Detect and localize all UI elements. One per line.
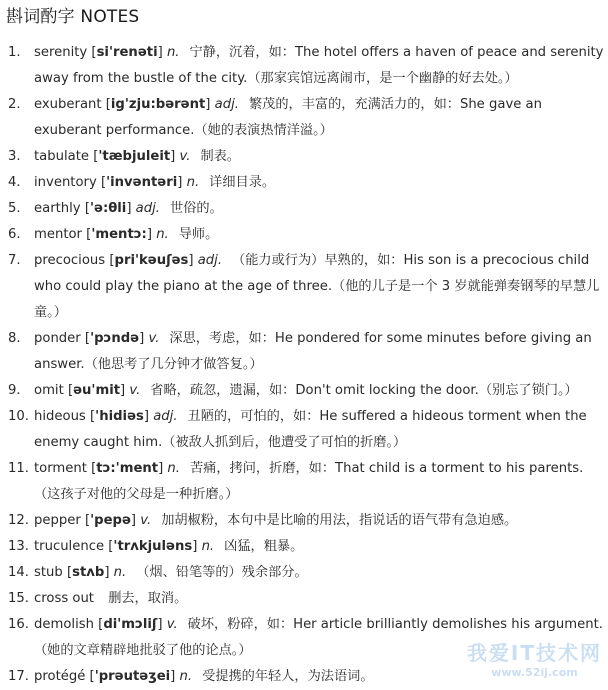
entry-body: protégé ['prəutəʒei] n. 受提携的年轻人，为法语词。	[34, 669, 374, 684]
entry-number: 6.	[8, 227, 21, 242]
entry-word: serenity	[34, 45, 88, 60]
entry-part-of-speech: n.	[186, 175, 200, 190]
vocab-entry	[8, 196, 604, 222]
entry-part-of-speech: n.	[156, 227, 169, 242]
entry-number: 10.	[8, 409, 29, 424]
entry-phonetic: ig'zju:bərənt	[110, 97, 206, 112]
entry-definition: 世俗的。	[169, 201, 223, 216]
entry-part-of-speech: n.	[166, 45, 180, 60]
entry-phonetic: di'mɔliʃ	[103, 617, 158, 632]
entry-phonetic: 'invəntəri	[106, 175, 178, 190]
entry-phonetic: tɔ:'ment	[96, 461, 159, 476]
entry-number: 2.	[8, 97, 21, 112]
entry-part-of-speech: adj.	[153, 409, 178, 424]
entry-part-of-speech: v.	[179, 149, 191, 164]
entry-body: truculence ['trʌkjuləns] n. 凶猛，粗暴。	[34, 539, 304, 554]
entry-phonetic: 'pepə	[90, 513, 131, 528]
entry-body: demolish [di'mɔliʃ] v. 破坏，粉碎，如：Her article brilliantly demolishes his argument.（她的文章精辟地批驳了他的论点。）	[34, 617, 603, 658]
entry-body: ponder ['pɔndə] v. 深思，考虑，如：He pondered for some minutes before giving an answer.（他思考了几分钟才做答复。）	[34, 331, 592, 372]
entry-number: 7.	[8, 253, 21, 268]
entry-definition: 深思，考虑，如：He pondered for some minutes before giving an answer.（他思考了几分钟才做答复。）	[34, 331, 592, 372]
entry-phonetic: 'tæbjuleit	[98, 149, 171, 164]
vocab-entry	[8, 92, 604, 144]
vocab-entry	[8, 378, 604, 404]
vocab-entry	[8, 326, 604, 378]
vocab-entry	[8, 534, 604, 560]
entry-word: earthly	[34, 201, 81, 216]
vocab-entry	[8, 456, 604, 508]
vocab-entry	[8, 222, 604, 248]
entry-body: mentor ['mentɔ:] n. 导师。	[34, 227, 219, 242]
watermark-logo	[467, 637, 602, 679]
entry-phonetic: 'mentɔ:	[91, 227, 147, 242]
entry-definition: 苦痛，拷问，折磨，如：That child is a torment to his parents.（这孩子对他的父母是一种折磨。）	[34, 461, 584, 502]
entry-part-of-speech: adj.	[197, 253, 223, 268]
entry-body: serenity [si'renəti] n. 宁静，沉着，如：The hotel offers a haven of peace and serenity away from the bustle of the city.（那家宾馆远离闹市，是一个幽静的好去处。）	[34, 45, 604, 86]
entry-body: inventory ['invəntəri] n. 详细目录。	[34, 175, 276, 190]
entry-definition: （烟、铅笔等的）残余部分。	[136, 565, 308, 580]
entry-word: pepper	[34, 513, 81, 528]
entry-part-of-speech: v.	[148, 331, 160, 346]
entry-word: mentor	[34, 227, 82, 242]
page-title: 斟词酌字 NOTES	[6, 7, 140, 27]
entry-part-of-speech: v.	[129, 383, 141, 398]
entry-definition: 破坏，粉碎，如：Her article brilliantly demolishes his argument.（她的文章精辟地批驳了他的论点。）	[34, 617, 603, 658]
entry-number: 17.	[8, 669, 29, 684]
entry-phonetic: si'renəti	[96, 45, 158, 60]
entry-word: precocious	[34, 253, 106, 268]
entry-number: 16.	[8, 617, 29, 632]
entry-definition: 繁茂的，丰富的，充满活力的，如：She gave an exuberant performance.（她的表演热情洋溢。）	[34, 97, 542, 138]
entry-phonetic: 'ə:θli	[89, 201, 127, 216]
vocab-entry	[8, 586, 604, 612]
entry-definition: 凶猛，粗暴。	[224, 539, 304, 554]
entry-number: 4.	[8, 175, 21, 190]
entry-word: demolish	[34, 617, 94, 632]
vocab-entry	[8, 560, 604, 586]
entry-word: omit	[34, 383, 64, 398]
entry-word: cross out	[34, 591, 94, 606]
entry-part-of-speech: v.	[166, 617, 178, 632]
entry-number: 15.	[8, 591, 29, 606]
vocab-entry	[8, 144, 604, 170]
entry-body: omit [əu'mit] v. 省略，疏忽，遗漏，如：Don't omit locking the door.（别忘了锁门。）	[34, 383, 578, 398]
entry-word: protégé	[34, 669, 86, 684]
entry-part-of-speech: adj.	[214, 97, 239, 112]
entry-body: earthly ['ə:θli] adj. 世俗的。	[34, 201, 223, 216]
entry-body: precocious [pri'kəuʃəs] adj. （能力或行为）早熟的，如：His son is a precocious child who could play the piano at the age of three.（他的儿子是一个 3 岁就能弹奏钢琴的早慧儿童。）	[34, 253, 600, 320]
entry-phonetic: stʌb	[72, 565, 105, 580]
entry-body: pepper ['pepə] v. 加胡椒粉，本句中是比喻的用法，指说话的语气带有急迫感。	[34, 513, 518, 528]
entry-definition: 受提携的年轻人，为法语词。	[202, 669, 374, 684]
entry-definition: 详细目录。	[209, 175, 276, 190]
vocabulary-list	[8, 40, 604, 690]
entry-body: torment [tɔ:'ment] n. 苦痛，拷问，折磨，如：That child is a torment to his parents.（这孩子对他的父母是一种折磨。）	[34, 461, 584, 502]
entry-number: 9.	[8, 383, 21, 398]
entry-part-of-speech: v.	[140, 513, 152, 528]
entry-definition: 省略，疏忽，遗漏，如：Don't omit locking the door.（别忘了锁门。）	[150, 383, 578, 398]
entry-number: 8.	[8, 331, 21, 346]
watermark-url: www.52ij.com	[491, 666, 578, 679]
entry-definition: 导师。	[178, 227, 219, 242]
vocab-entry	[8, 404, 604, 456]
entry-number: 14.	[8, 565, 29, 580]
entry-word: hideous	[34, 409, 86, 424]
vocab-entry	[8, 508, 604, 534]
entry-body	[34, 586, 604, 612]
entry-number: 13.	[8, 539, 29, 554]
entry-definition: 加胡椒粉，本句中是比喻的用法，指说话的语气带有急迫感。	[161, 513, 518, 528]
entry-phonetic: 'hidiəs	[95, 409, 144, 424]
entry-body: stub [stʌb] n. （烟、铅笔等的）残余部分。	[34, 565, 308, 580]
entry-word: truculence	[34, 539, 105, 554]
entry-word: ponder	[34, 331, 81, 346]
entry-phonetic: pri'kəuʃəs	[114, 253, 189, 268]
entry-phonetic: 'prəutəʒei	[94, 669, 171, 684]
entry-body: exuberant [ig'zju:bərənt] adj. 繁茂的，丰富的，充满活力的，如：She gave an exuberant performance.（她的表演热情洋溢。）	[34, 97, 542, 138]
entry-definition: 删去，取消。	[108, 591, 188, 606]
entry-part-of-speech: adj.	[135, 201, 160, 216]
entry-part-of-speech: n.	[167, 461, 180, 476]
entry-part-of-speech: n.	[201, 539, 215, 554]
entry-definition: 宁静，沉着，如：The hotel offers a haven of peace and serenity away from the bustle of the city.（那家宾馆远离闹市，是一个幽静的好去处。）	[34, 45, 604, 86]
entry-number: 1.	[8, 45, 21, 60]
entry-number: 5.	[8, 201, 21, 216]
entry-number: 11.	[8, 461, 29, 476]
entry-phonetic: 'trʌkjuləns	[113, 539, 193, 554]
entry-number: 12.	[8, 513, 29, 528]
entry-word: exuberant	[34, 97, 102, 112]
entry-part-of-speech: n.	[113, 565, 127, 580]
entry-definition: 丑陋的，可怕的，如：He suffered a hideous torment when the enemy caught him.（被敌人抓到后，他遭受了可怕的折磨。）	[34, 409, 587, 450]
entry-body: tabulate ['tæbjuleit] v. 制表。	[34, 149, 240, 164]
watermark-text: 我爱IT技术网	[466, 641, 602, 665]
entry-definition: 制表。	[200, 149, 240, 164]
entry-word: tabulate	[34, 149, 90, 164]
entry-word: torment	[34, 461, 87, 476]
vocab-entry	[8, 248, 604, 326]
entry-part-of-speech: n.	[179, 669, 193, 684]
entry-number: 3.	[8, 149, 21, 164]
entry-phonetic: əu'mit	[73, 383, 121, 398]
entry-phonetic: 'pɔndə	[90, 331, 140, 346]
vocab-entry	[8, 40, 604, 92]
entry-definition: （能力或行为）早熟的，如：His son is a precocious child who could play the piano at the age of three.（他的儿子是一个 3 岁就能弹奏钢琴的早慧儿童。）	[34, 253, 600, 320]
entry-word: inventory	[34, 175, 97, 190]
vocab-entry	[8, 170, 604, 196]
entry-word: stub	[34, 565, 63, 580]
entry-body: hideous ['hidiəs] adj. 丑陋的，可怕的，如：He suffered a hideous torment when the enemy caught him.（被敌人抓到后，他遭受了可怕的折磨。）	[34, 409, 587, 450]
